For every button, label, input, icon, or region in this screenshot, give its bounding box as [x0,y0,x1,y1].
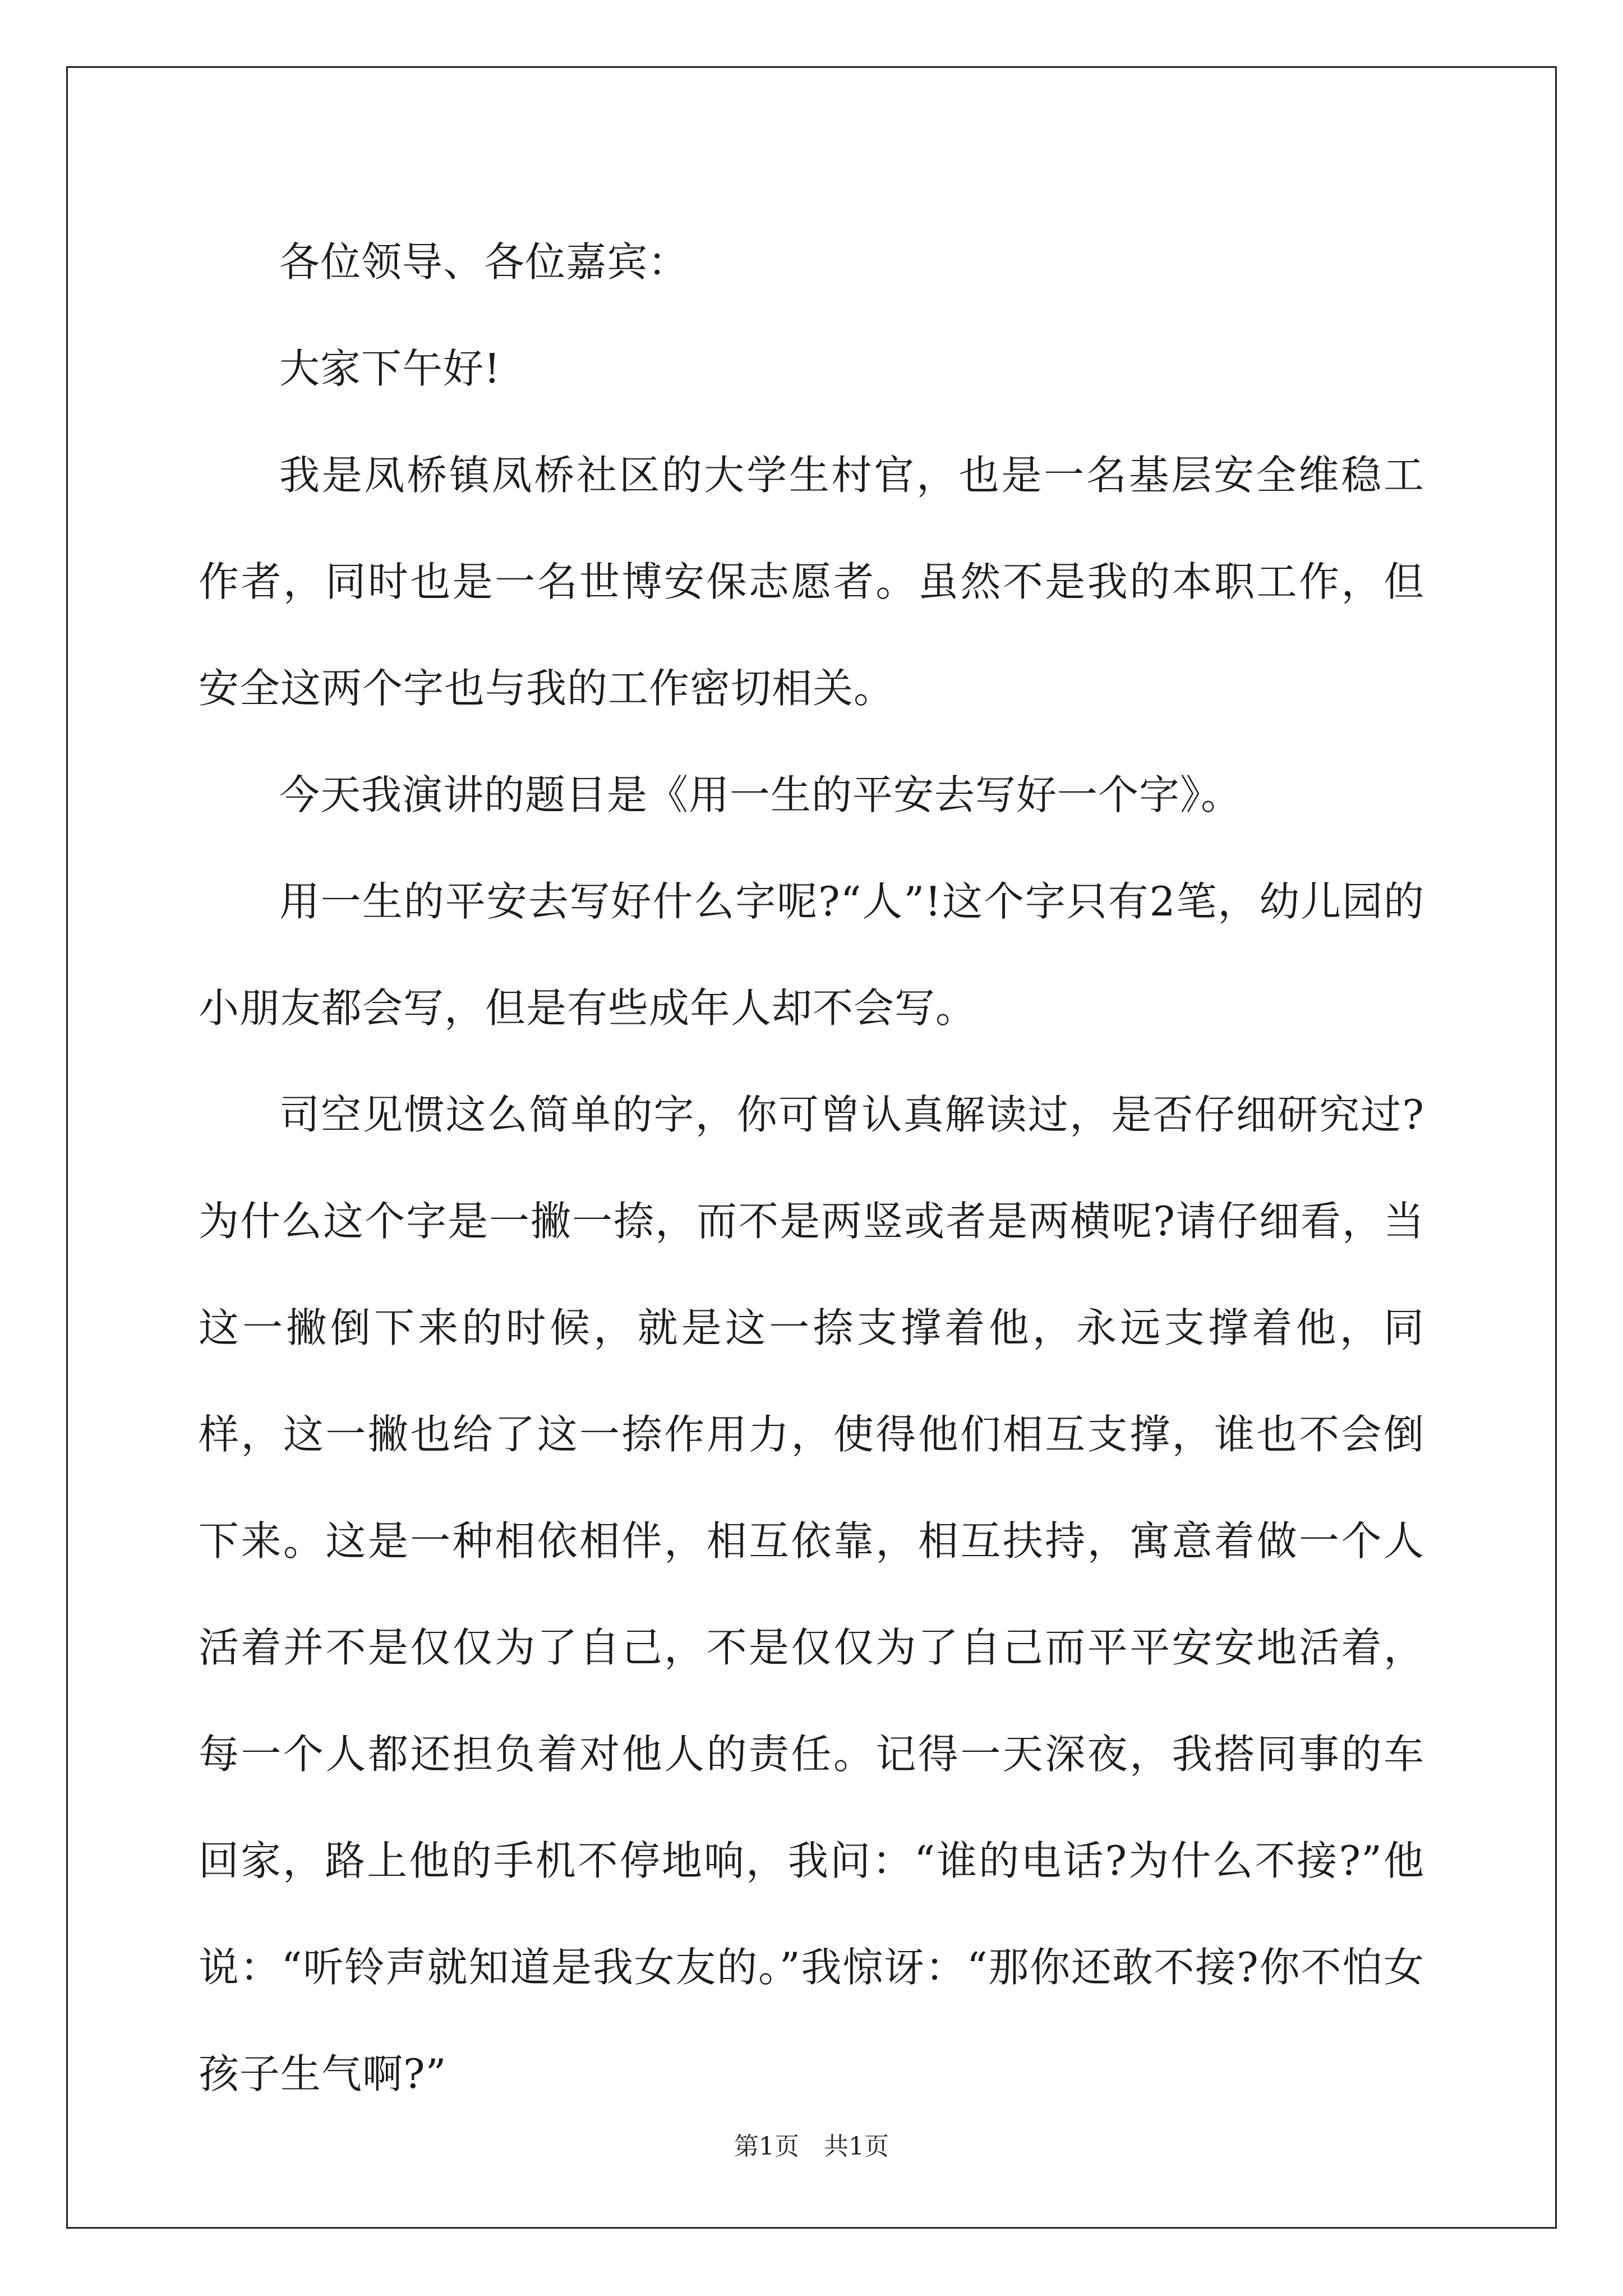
paragraph-introduction: 我是凤桥镇凤桥社区的大学生村官，也是一名基层安全维稳工作者，同时也是一名世博安保志愿者。虽然不是我的本职工作，但安全这两个字也与我的工作密切相关。 [199,452,1424,712]
paragraph-greeting: 大家下午好! [279,345,501,392]
page-number-footer: 第1页 共1页 [734,2132,889,2161]
paragraph-topic: 今天我演讲的题目是《用一生的平安去写好一个字》。 [279,771,1242,818]
paragraph-salutation: 各位领导、各位嘉宾： [279,238,689,286]
paragraph-body: 司空见惯这么简单的字，你可曾认真解读过，是否仔细研究过?为什么这个字是一撇一捺，而不是两竖或者是两横呢?请仔细看，当这一撇倒下来的时候，就是这一捺支撑着他，永远支撑着他，同样，这一撇也给了这一捺作用力，使得他们相互支撑，谁也不会倒下来。这是一种相依相伴，相互依靠，相互扶持，寓意着做一个人活着并不是仅仅为了自己，不是仅仅为了自己而平平安安地活着，每一个人都还担负着对他人的责任。记得一天深夜，我搭同事的车回家，路上他的手机不停地响，我问：“谁的电话?为什么不接?”他说：“听铃声就知道是我女友的。”我惊讶：“那你还敢不接?你不怕女孩子生气啊?” [199,1091,1424,2097]
document-body [199,209,1424,2127]
paragraph-question: 用一生的平安去写好什么字呢?“人”!这个字只有2笔，幼儿园的小朋友都会写，但是有些成年人却不会写。 [199,878,1424,1032]
